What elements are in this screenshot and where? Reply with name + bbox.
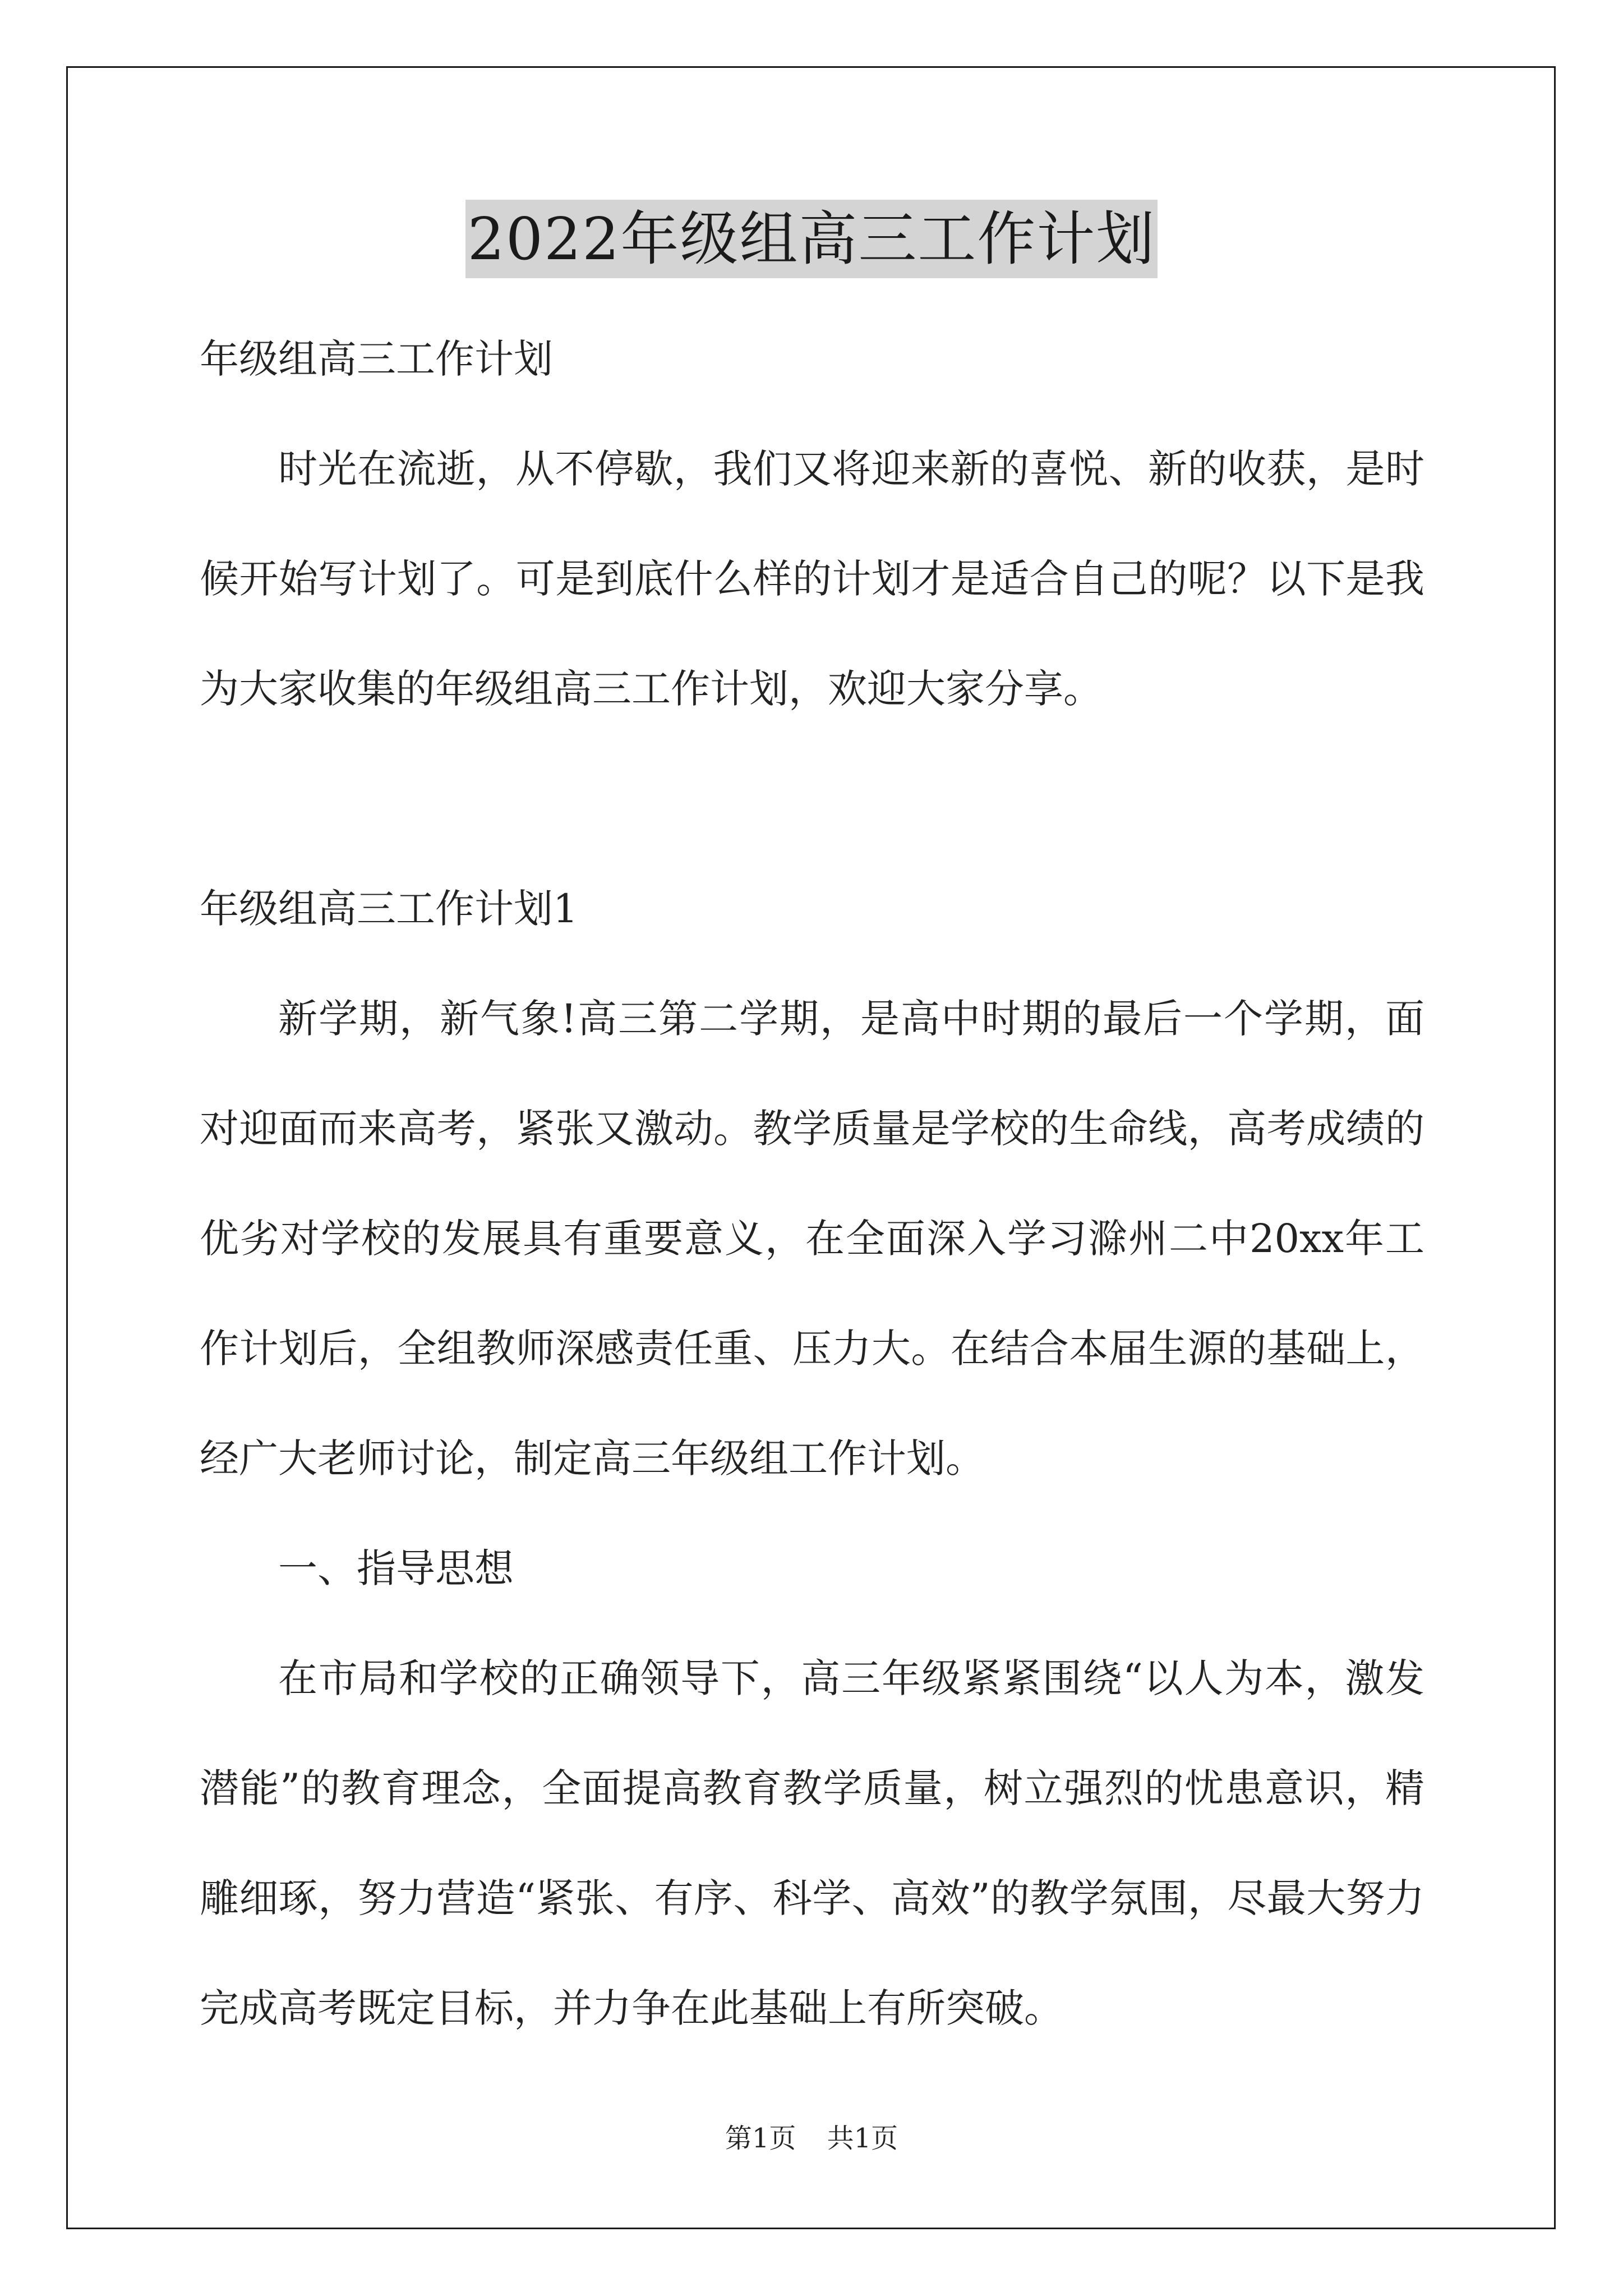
doc-subtitle: 年级组高三工作计划 <box>200 336 553 382</box>
page-total: 共1页 <box>827 2123 898 2154</box>
spacer <box>200 744 1424 854</box>
document-title: 2022年级组高三工作计划 <box>465 200 1158 278</box>
page-number: 第1页 <box>725 2123 796 2154</box>
body-paragraph: 在市局和学校的正确领导下，高三年级紧紧围绕“以人为本，激发潜能”的教育理念，全面提高教育教学质量，树立强烈的忧患意识，精雕细琢，努力营造“紧张、有序、科学、高效”的教学氛围，尽最大努力完成高考既定目标，并力争在此基础上有所突破。 <box>200 1655 1424 2031</box>
body-paragraph: 新学期，新气象!高三第二学期，是高中时期的最后一个学期，面对迎面而来高考，紧张又激动。教学质量是学校的生命线，高考成绩的优劣对学校的发展具有重要意义，在全面深入学习滁州二中20xx年工作计划后，全组教师深感责任重、压力大。在结合本届生源的基础上，经广大老师讨论，制定高三年级组工作计划。 <box>200 996 1424 1481</box>
section-heading-plan-1: 年级组高三工作计划1 <box>200 886 578 932</box>
page-footer <box>0 2122 1623 2155</box>
document-body <box>200 304 1424 2063</box>
title-container <box>0 200 1623 278</box>
section-heading-guiding-ideology: 一、指导思想 <box>278 1545 514 1591</box>
intro-paragraph: 时光在流逝，从不停歇，我们又将迎来新的喜悦、新的收获，是时候开始写计划了。可是到底什么样的计划才是适合自己的呢？以下是我为大家收集的年级组高三工作计划，欢迎大家分享。 <box>200 446 1424 712</box>
